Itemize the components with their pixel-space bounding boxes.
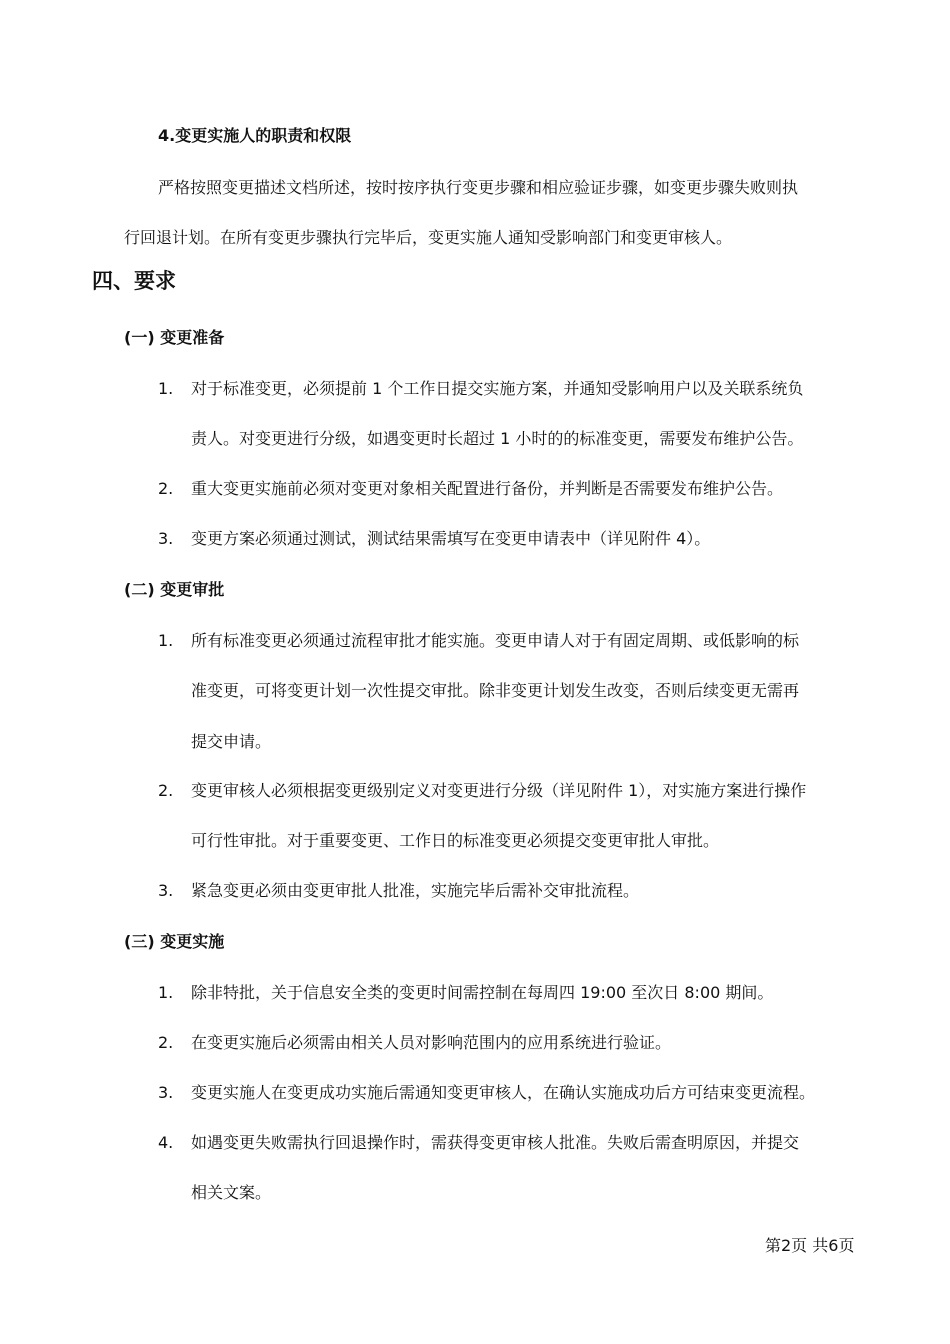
list-item-line: 在变更实施后必须需由相关人员对影响范围内的应用系统进行验证。 bbox=[191, 1033, 672, 1052]
list-item-line: 准变更，可将变更计划一次性提交审批。除非变更计划发生改变，否则后续变更无需再 bbox=[191, 681, 800, 700]
list-number: 3. bbox=[158, 529, 174, 548]
list-item-line: 相关文案。 bbox=[191, 1183, 272, 1202]
group-heading: (二) 变更审批 bbox=[124, 580, 225, 599]
list-number: 4. bbox=[158, 1133, 174, 1152]
group-heading: (三) 变更实施 bbox=[124, 932, 225, 951]
list-item-line: 变更审核人必须根据变更级别定义对变更进行分级（详见附件 1），对实施方案进行操作 bbox=[191, 781, 807, 800]
list-item-line: 除非特批，关于信息安全类的变更时间需控制在每周四 19:00 至次日 8:00 期间。 bbox=[191, 983, 774, 1002]
list-item-line: 紧急变更必须由变更审批人批准，实施完毕后需补交审批流程。 bbox=[191, 881, 640, 900]
paragraph-line: 行回退计划。在所有变更步骤执行完毕后，变更实施人通知受影响部门和变更审核人。 bbox=[124, 228, 733, 247]
group-heading: (一) 变更准备 bbox=[124, 328, 225, 347]
page-number-footer: 第2页 共6页 bbox=[765, 1236, 855, 1255]
list-number: 2. bbox=[158, 1033, 174, 1052]
list-number: 2. bbox=[158, 781, 174, 800]
list-number: 3. bbox=[158, 881, 174, 900]
list-item-line: 对于标准变更，必须提前 1 个工作日提交实施方案，并通知受影响用户以及关联系统负 bbox=[191, 379, 804, 398]
list-item-line: 责人。对变更进行分级，如遇变更时长超过 1 小时的的标准变更，需要发布维护公告。 bbox=[191, 429, 804, 448]
list-number: 1. bbox=[158, 379, 174, 398]
list-item-line: 如遇变更失败需执行回退操作时，需获得变更审核人批准。失败后需查明原因，并提交 bbox=[191, 1133, 800, 1152]
paragraph-line: 严格按照变更描述文档所述，按时按序执行变更步骤和相应验证步骤，如变更步骤失败则执 bbox=[158, 178, 799, 197]
list-item-line: 所有标准变更必须通过流程审批才能实施。变更申请人对于有固定周期、或低影响的标 bbox=[191, 631, 800, 650]
list-item-line: 提交申请。 bbox=[191, 732, 272, 751]
list-item-line: 重大变更实施前必须对变更对象相关配置进行备份，并判断是否需要发布维护公告。 bbox=[191, 479, 784, 498]
list-number: 3. bbox=[158, 1083, 174, 1102]
list-number: 1. bbox=[158, 983, 174, 1002]
list-item-line: 变更实施人在变更成功实施后需通知变更审核人，在确认实施成功后方可结束变更流程。 bbox=[191, 1083, 816, 1102]
list-item-line: 变更方案必须通过测试，测试结果需填写在变更申请表中（详见附件 4）。 bbox=[191, 529, 711, 548]
section-title: 四、要求 bbox=[92, 269, 176, 293]
list-number: 1. bbox=[158, 631, 174, 650]
list-number: 2. bbox=[158, 479, 174, 498]
list-item-line: 可行性审批。对于重要变更、工作日的标准变更必须提交变更审批人审批。 bbox=[191, 831, 720, 850]
subsection-title: 4.变更实施人的职责和权限 bbox=[158, 126, 352, 145]
